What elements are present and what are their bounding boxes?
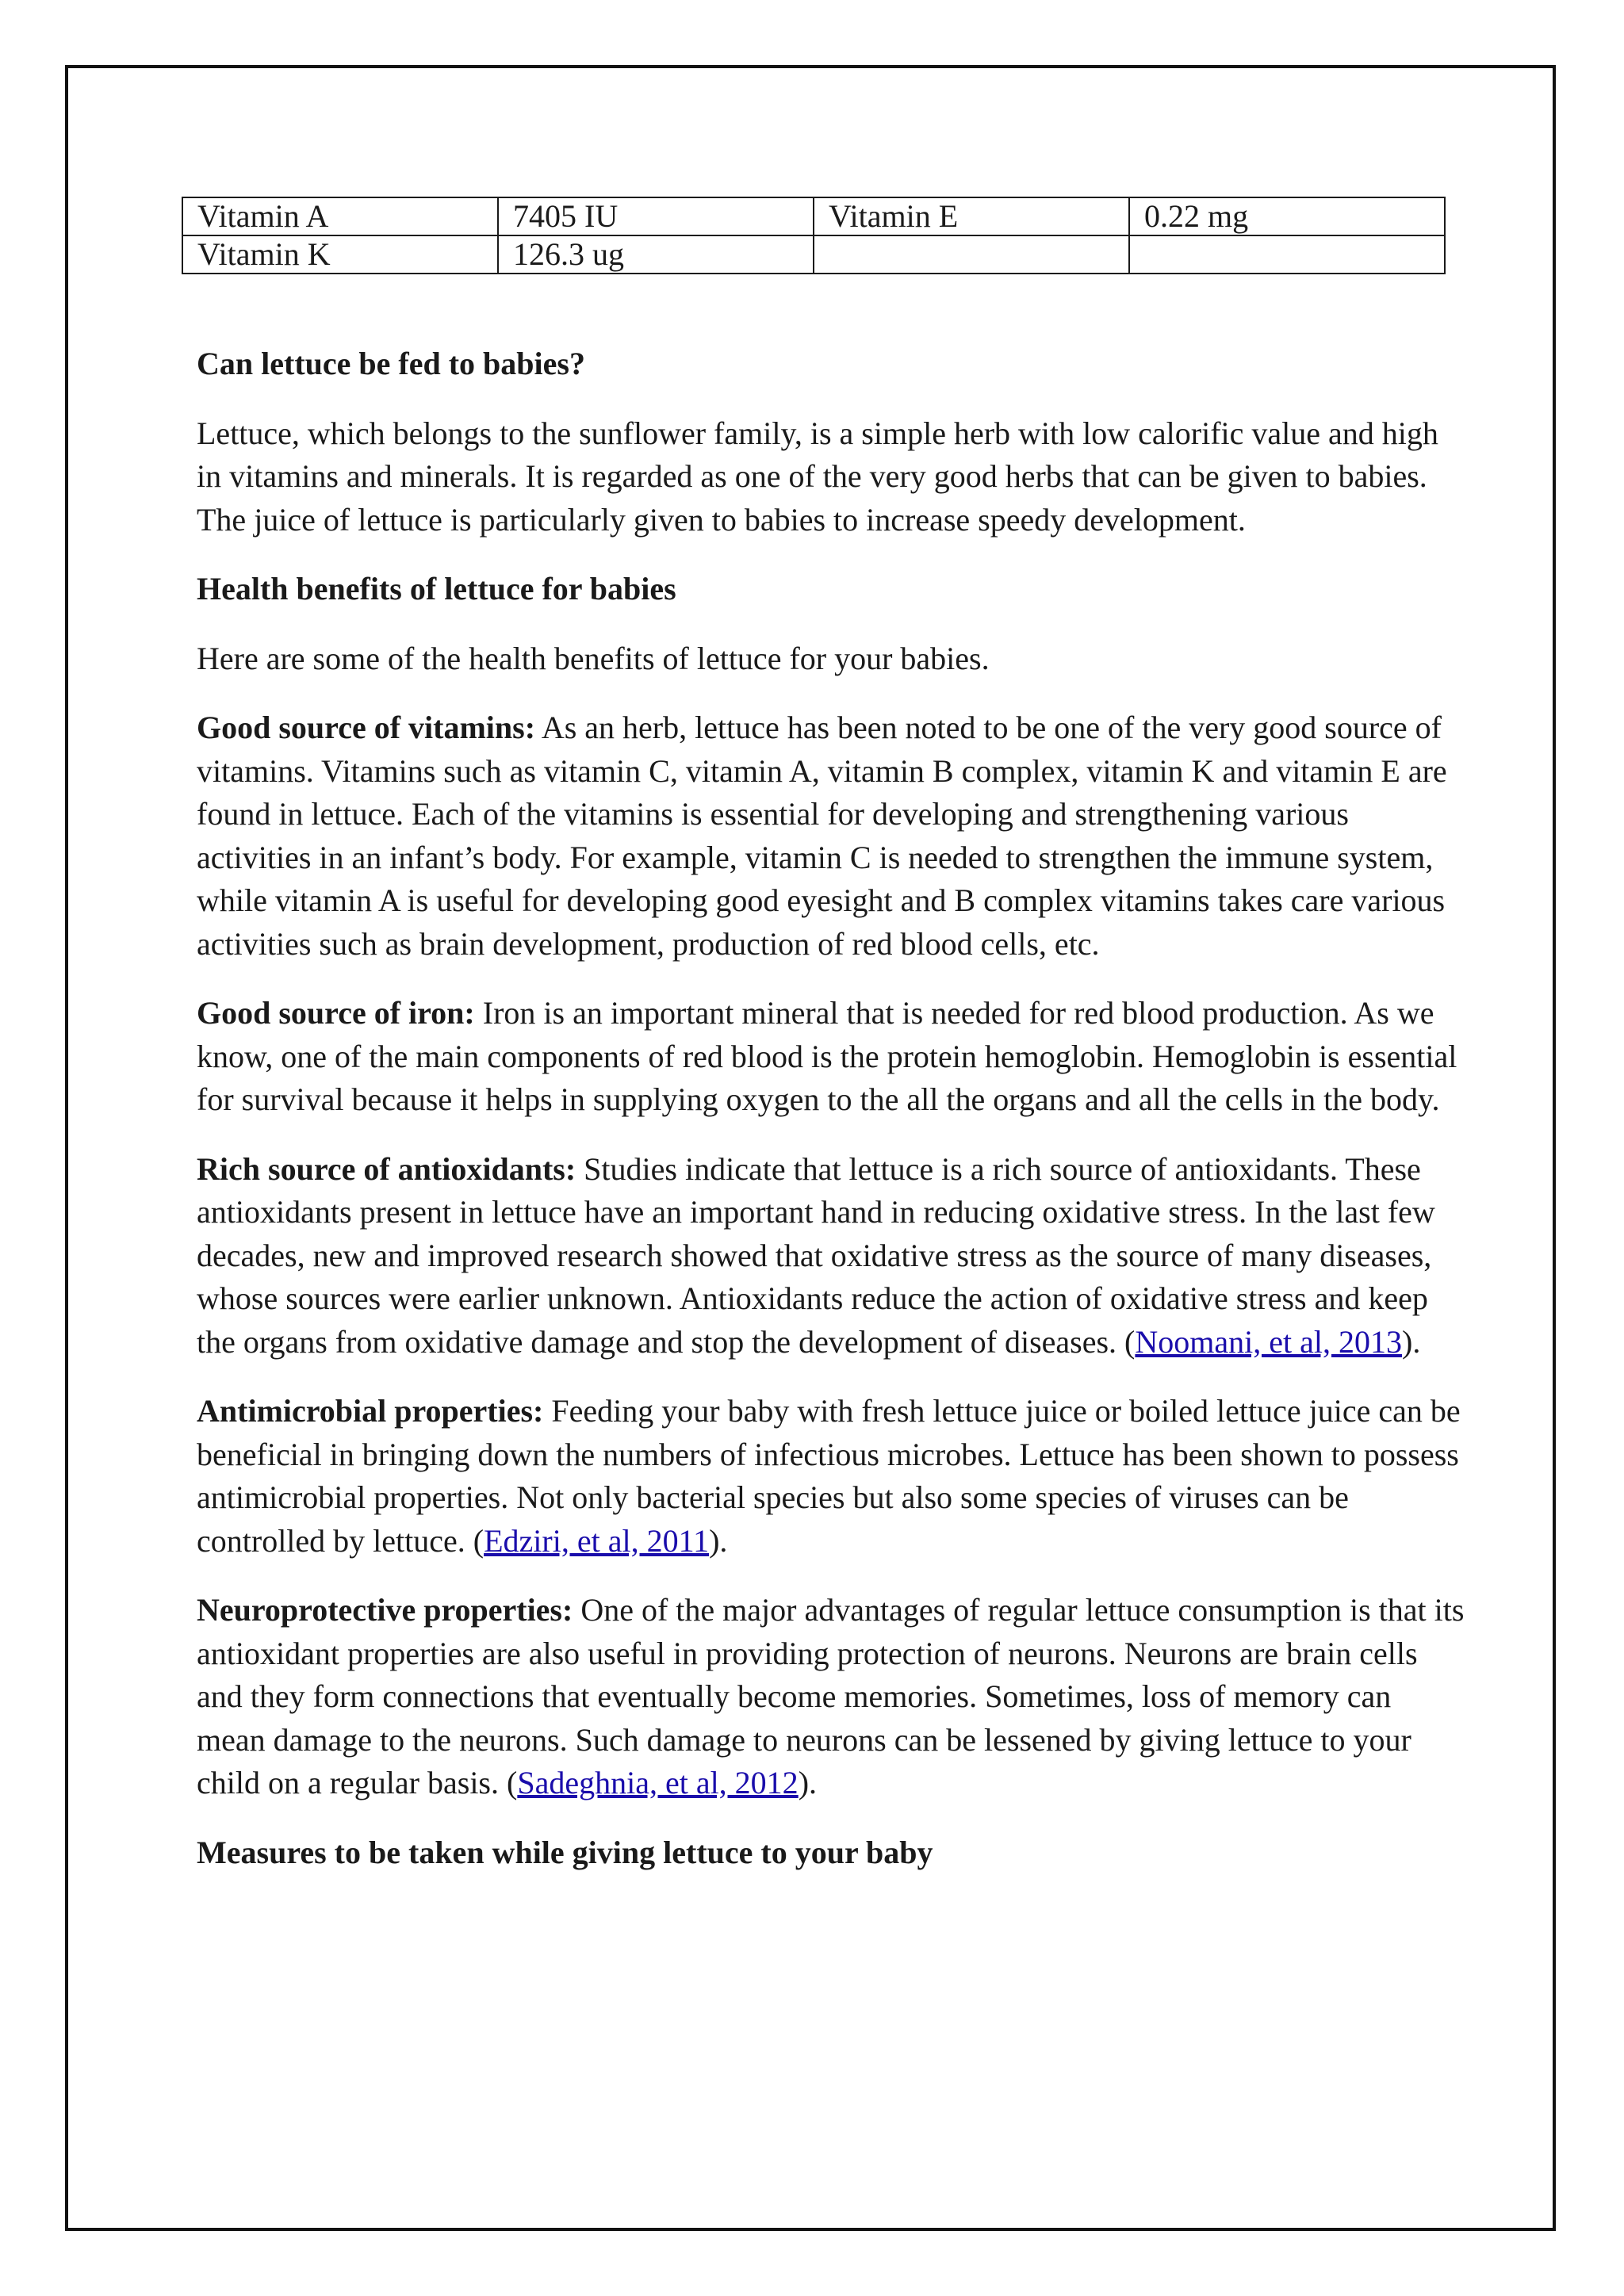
antioxidants-lead: Rich source of antioxidants: [197,1150,576,1187]
intro-heading: Can lettuce be fed to babies? [197,346,585,381]
neuroprotective-paragraph [197,1589,1465,1805]
article-body [197,342,1465,1900]
antioxidants-text: Studies indicate that lettuce is a rich source of antioxidants. These antioxidants present in lettuce have an important hand in reducing oxidative stress. In the last few decades, new and improved research showed that oxidative stress as the source of many diseases, whose sources were earlier unknown. Antioxidants reduce the action of oxidative stress and keep the organs from oxidative damage and stop the development of diseases. ( [197,1150,1435,1360]
nutrient-value-cell: 0.22 mg [1129,197,1445,235]
nutrient-name-cell: Vitamin A [182,197,498,235]
iron-lead: Good source of iron: [197,995,475,1031]
neuroprotective-lead: Neuroprotective properties: [197,1592,573,1628]
vitamins-paragraph [197,706,1465,966]
nutrient-value-cell [1129,235,1445,274]
iron-text: Iron is an important mineral that is needed for red blood production. As we know, one of the main components of red blood is the protein hemoglobin. Hemoglobin is essential for survival because it helps in supplying oxygen to the all the organs and all the cells in the body. [197,995,1457,1117]
benefits-intro-paragraph: Here are some of the health benefits of lettuce for your babies. [197,640,990,676]
iron-paragraph [197,992,1465,1122]
neuroprotective-text: One of the major advantages of regular lettuce consumption is that its antioxidant properties are also useful in providing protection of neurons. Neurons are brain cells and they form connections that eventually become memories. Sometimes, loss of memory can mean damage to the neurons. Such damage to neurons can be lessened by giving lettuce to your child on a regular basis. ( [197,1592,1465,1800]
nutrient-value-cell: 7405 IU [498,197,814,235]
nutrient-name-cell: Vitamin E [814,197,1129,235]
antimicrobial-text: Feeding your baby with fresh lettuce juice or boiled lettuce juice can be beneficial in bringing down the numbers of infectious microbes. Lettuce has been shown to possess antimicrobial properties. Not only bacterial species but also some species of viruses can be controlled by lettuce. ( [197,1393,1461,1559]
neuroprotective-tail: ). [798,1765,818,1800]
citation-link-sadeghnia[interactable]: Sadeghnia, et al, 2012 [517,1765,799,1800]
table-row [182,235,1445,274]
benefits-heading: Health benefits of lettuce for babies [197,571,676,607]
antioxidants-tail: ). [1402,1323,1421,1360]
antimicrobial-tail: ). [709,1522,728,1559]
antimicrobial-paragraph [197,1390,1465,1563]
vitamins-text: As an herb, lettuce has been noted to be one of the very good source of vitamins. Vitamins such as vitamin C, vitamin A, vitamin B complex, vitamin K and vitamin E are found in lettuce. Each of the vitamins is essential for developing and strengthening various activities in an infant’s body. For example, vitamin C is needed to strengthen the immune system, while vitamin A is useful for developing good eyesight and B complex vitamins takes care various activities such as brain development, production of red blood cells, etc. [197,710,1447,962]
citation-link-edziri[interactable]: Edziri, et al, 2011 [484,1522,710,1559]
antimicrobial-lead: Antimicrobial properties: [197,1393,544,1429]
intro-paragraph: Lettuce, which belongs to the sunflower family, is a simple herb with low calorific value and high in vitamins and minerals. It is regarded as one of the very good herbs that can be given to babies. The juice of lettuce is particularly given to babies to increase speedy development. [197,415,1438,538]
vitamins-lead: Good source of vitamins: [197,710,536,745]
measures-heading: Measures to be taken while giving lettuce to your baby [197,1834,933,1870]
nutrient-name-cell: Vitamin K [182,235,498,274]
nutrient-value-cell: 126.3 ug [498,235,814,274]
nutrition-table [182,197,1446,274]
citation-link-noomani[interactable]: Noomani, et al, 2013 [1135,1323,1402,1360]
antioxidants-paragraph [197,1148,1465,1364]
table-row [182,197,1445,235]
nutrient-name-cell [814,235,1129,274]
